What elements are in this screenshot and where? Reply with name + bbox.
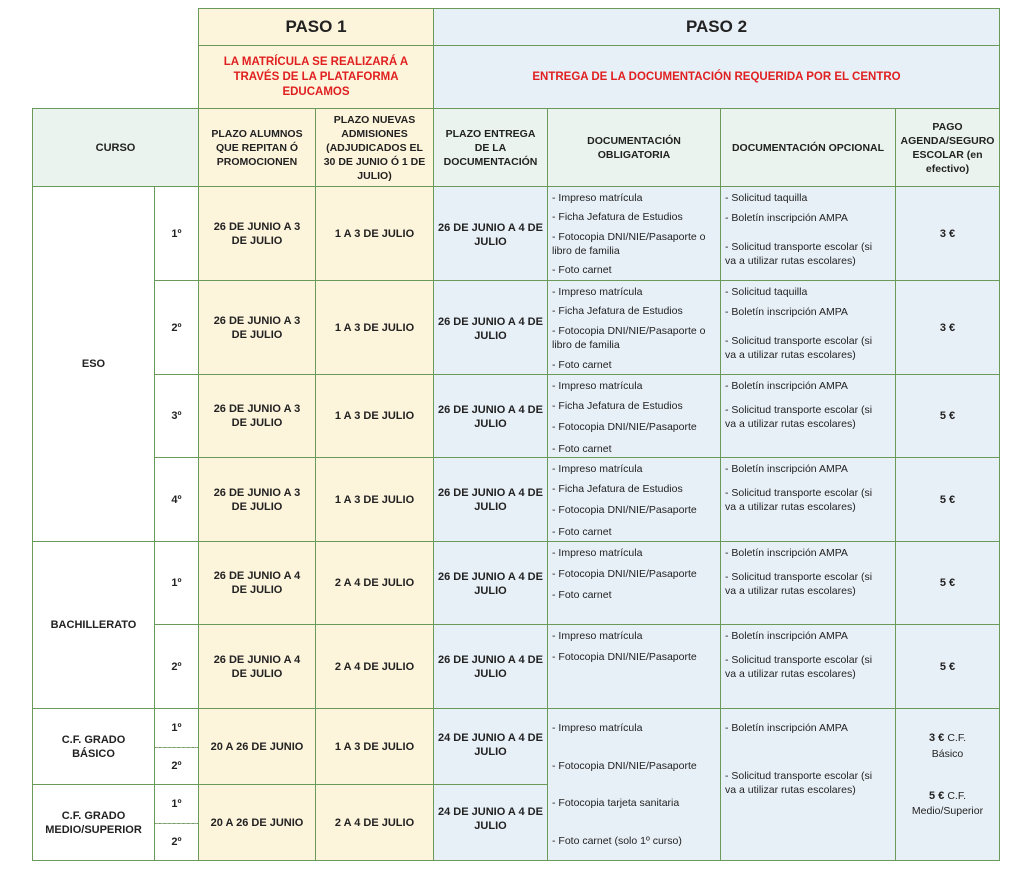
col-plazo-nuevas: PLAZO NUEVAS ADMISIONES (ADJUDICADOS EL 30 DE JUNIO Ó 1 DE JULIO) xyxy=(315,108,434,187)
list-item: - Boletín inscripción AMPA xyxy=(725,547,848,559)
plazo-repitan-cell: 26 DE JUNIO A 3 DE JULIO xyxy=(198,280,316,375)
list-item: - Boletín inscripción AMPA xyxy=(725,380,848,392)
doc-obligatoria-cell xyxy=(547,374,721,458)
plazo-repitan-cell: 26 DE JUNIO A 3 DE JULIO xyxy=(198,374,316,458)
list-item: - Boletín inscripción AMPA xyxy=(725,722,848,734)
list-item: - Foto carnet xyxy=(552,359,612,371)
list-item: - Foto carnet xyxy=(552,443,612,455)
list-item: va a utilizar rutas escolares) xyxy=(725,349,856,361)
course-cell: 2º xyxy=(154,747,199,785)
paso2-header: PASO 2 xyxy=(433,8,1000,46)
list-item: - Impreso matrícula xyxy=(552,380,643,392)
pago-basico-label2: Básico xyxy=(931,748,964,760)
list-item: - Impreso matrícula xyxy=(552,286,643,298)
list-item: - Foto carnet (solo 1º curso) xyxy=(552,835,682,847)
list-item: - Foto carnet xyxy=(552,264,612,276)
list-item: libro de familia xyxy=(552,339,620,351)
plazo-nuevas-cell: 1 A 3 DE JULIO xyxy=(315,186,434,281)
doc-opcional-cell xyxy=(720,708,896,861)
list-item: - Solicitud transporte escolar (si xyxy=(725,487,873,499)
col-plazo-repitan: PLAZO ALUMNOS QUE REPITAN Ó PROMOCIONEN xyxy=(198,108,316,187)
col-curso: CURSO xyxy=(32,108,199,187)
list-item: - Impreso matrícula xyxy=(552,192,643,204)
plazo-nuevas-cell: 2 A 4 DE JULIO xyxy=(315,784,434,861)
doc-obligatoria-cell xyxy=(547,541,721,625)
pago-cell xyxy=(895,708,1000,861)
list-item: - Ficha Jefatura de Estudios xyxy=(552,305,683,317)
list-item: - Boletín inscripción AMPA xyxy=(725,630,848,642)
doc-obligatoria-cell xyxy=(547,280,721,375)
plazo-entrega-cell: 26 DE JUNIO A 4 DE JULIO xyxy=(433,457,548,542)
doc-opcional-cell xyxy=(720,541,896,625)
plazo-repitan-cell: 26 DE JUNIO A 3 DE JULIO xyxy=(198,186,316,281)
plazo-nuevas-cell: 2 A 4 DE JULIO xyxy=(315,541,434,625)
pago-medio-label: C.F. xyxy=(947,790,967,802)
list-item: - Impreso matrícula xyxy=(552,722,643,734)
list-item: - Ficha Jefatura de Estudios xyxy=(552,483,683,495)
course-cell: 4º xyxy=(154,457,199,542)
group-bachillerato: BACHILLERATO xyxy=(32,541,155,709)
course-cell: 2º xyxy=(154,280,199,375)
col-doc-obligatoria: DOCUMENTACIÓN OBLIGATORIA xyxy=(547,108,721,187)
list-item: - Fotocopia DNI/NIE/Pasaporte xyxy=(552,651,697,663)
pago-medio-amount: 5 € xyxy=(928,790,945,802)
doc-opcional-cell xyxy=(720,186,896,281)
list-item: va a utilizar rutas escolares) xyxy=(725,255,856,267)
plazo-repitan-cell: 20 A 26 DE JUNIO xyxy=(198,784,316,861)
group-eso: ESO xyxy=(32,186,155,542)
list-item: - Solicitud taquilla xyxy=(725,286,808,298)
course-cell: 1º xyxy=(154,784,199,824)
group-cf-grado-basico: C.F. GRADO BÁSICO xyxy=(32,708,155,785)
list-item: - Foto carnet xyxy=(552,526,612,538)
col-pago: PAGO AGENDA/SEGURO ESCOLAR (en efectivo) xyxy=(895,108,1000,187)
course-cell: 3º xyxy=(154,374,199,458)
list-item: - Fotocopia tarjeta sanitaria xyxy=(552,797,680,809)
list-item: va a utilizar rutas escolares) xyxy=(725,501,856,513)
plazo-repitan-cell: 26 DE JUNIO A 3 DE JULIO xyxy=(198,457,316,542)
plazo-entrega-cell: 26 DE JUNIO A 4 DE JULIO xyxy=(433,374,548,458)
pago-basico-label: C.F. xyxy=(947,732,967,744)
paso2-note: ENTREGA DE LA DOCUMENTACIÓN REQUERIDA POR EL CENTRO xyxy=(433,45,1000,109)
list-item: - Boletín inscripción AMPA xyxy=(725,212,848,224)
list-item: - Solicitud taquilla xyxy=(725,192,808,204)
divider xyxy=(156,747,197,748)
list-item: - Fotocopia DNI/NIE/Pasaporte xyxy=(552,760,697,772)
pago-cell: 5 € xyxy=(895,624,1000,709)
pago-medio-label2: Medio/Superior xyxy=(911,805,984,817)
paso1-note: LA MATRÍCULA SE REALIZARÁ A TRAVÉS DE LA PLATAFORMA EDUCAMOS xyxy=(198,45,434,109)
col-plazo-entrega: PLAZO ENTREGA DE LA DOCUMENTACIÓN xyxy=(433,108,548,187)
plazo-repitan-cell: 20 A 26 DE JUNIO xyxy=(198,708,316,785)
course-cell: 2º xyxy=(154,624,199,709)
list-item: va a utilizar rutas escolares) xyxy=(725,668,856,680)
list-item: - Fotocopia DNI/NIE/Pasaporte xyxy=(552,504,697,516)
plazo-nuevas-cell: 1 A 3 DE JULIO xyxy=(315,708,434,785)
doc-opcional-cell xyxy=(720,280,896,375)
list-item: - Ficha Jefatura de Estudios xyxy=(552,211,683,223)
list-item: - Impreso matrícula xyxy=(552,630,643,642)
group-cf-grado-medio-superior: C.F. GRADO MEDIO/SUPERIOR xyxy=(32,784,155,861)
list-item: - Fotocopia DNI/NIE/Pasaporte o xyxy=(552,325,706,337)
list-item: - Boletín inscripción AMPA xyxy=(725,463,848,475)
plazo-nuevas-cell: 1 A 3 DE JULIO xyxy=(315,374,434,458)
list-item: libro de familia xyxy=(552,245,620,257)
plazo-entrega-cell: 26 DE JUNIO A 4 DE JULIO xyxy=(433,541,548,625)
plazo-entrega-cell: 26 DE JUNIO A 4 DE JULIO xyxy=(433,186,548,281)
plazo-nuevas-cell: 1 A 3 DE JULIO xyxy=(315,457,434,542)
divider xyxy=(156,823,197,824)
list-item: - Solicitud transporte escolar (si xyxy=(725,654,873,666)
plazo-repitan-cell: 26 DE JUNIO A 4 DE JULIO xyxy=(198,624,316,709)
list-item: - Impreso matrícula xyxy=(552,547,643,559)
list-item: - Fotocopia DNI/NIE/Pasaporte o xyxy=(552,231,706,243)
list-item: - Foto carnet xyxy=(552,589,612,601)
plazo-entrega-cell: 26 DE JUNIO A 4 DE JULIO xyxy=(433,624,548,709)
doc-opcional-cell xyxy=(720,624,896,709)
doc-opcional-cell xyxy=(720,457,896,542)
course-cell: 1º xyxy=(154,186,199,281)
pago-basico-amount: 3 € xyxy=(928,732,945,744)
plazo-repitan-cell: 26 DE JUNIO A 4 DE JULIO xyxy=(198,541,316,625)
list-item: - Ficha Jefatura de Estudios xyxy=(552,400,683,412)
pago-cell: 3 € xyxy=(895,280,1000,375)
col-doc-opcional: DOCUMENTACIÓN OPCIONAL xyxy=(720,108,896,187)
paso1-header: PASO 1 xyxy=(198,8,434,46)
doc-obligatoria-cell xyxy=(547,186,721,281)
list-item: - Solicitud transporte escolar (si xyxy=(725,404,873,416)
list-item: - Fotocopia DNI/NIE/Pasaporte xyxy=(552,568,697,580)
plazo-nuevas-cell: 2 A 4 DE JULIO xyxy=(315,624,434,709)
pago-cell: 3 € xyxy=(895,186,1000,281)
pago-cell: 5 € xyxy=(895,541,1000,625)
pago-cell: 5 € xyxy=(895,374,1000,458)
plazo-entrega-cell: 24 DE JUNIO A 4 DE JULIO xyxy=(433,784,548,861)
course-cell: 1º xyxy=(154,541,199,625)
doc-obligatoria-cell xyxy=(547,708,721,861)
course-cell: 1º xyxy=(154,708,199,748)
doc-obligatoria-cell xyxy=(547,457,721,542)
list-item: - Solicitud transporte escolar (si xyxy=(725,335,873,347)
list-item: va a utilizar rutas escolares) xyxy=(725,418,856,430)
list-item: - Fotocopia DNI/NIE/Pasaporte xyxy=(552,421,697,433)
plazo-entrega-cell: 26 DE JUNIO A 4 DE JULIO xyxy=(433,280,548,375)
doc-obligatoria-cell xyxy=(547,624,721,709)
list-item: va a utilizar rutas escolares) xyxy=(725,784,856,796)
list-item: - Impreso matrícula xyxy=(552,463,643,475)
plazo-nuevas-cell: 1 A 3 DE JULIO xyxy=(315,280,434,375)
list-item: - Solicitud transporte escolar (si xyxy=(725,770,873,782)
list-item: - Solicitud transporte escolar (si xyxy=(725,571,873,583)
doc-opcional-cell xyxy=(720,374,896,458)
list-item: - Boletín inscripción AMPA xyxy=(725,306,848,318)
pago-cell: 5 € xyxy=(895,457,1000,542)
list-item: va a utilizar rutas escolares) xyxy=(725,585,856,597)
list-item: - Solicitud transporte escolar (si xyxy=(725,241,873,253)
course-cell: 2º xyxy=(154,823,199,861)
plazo-entrega-cell: 24 DE JUNIO A 4 DE JULIO xyxy=(433,708,548,785)
